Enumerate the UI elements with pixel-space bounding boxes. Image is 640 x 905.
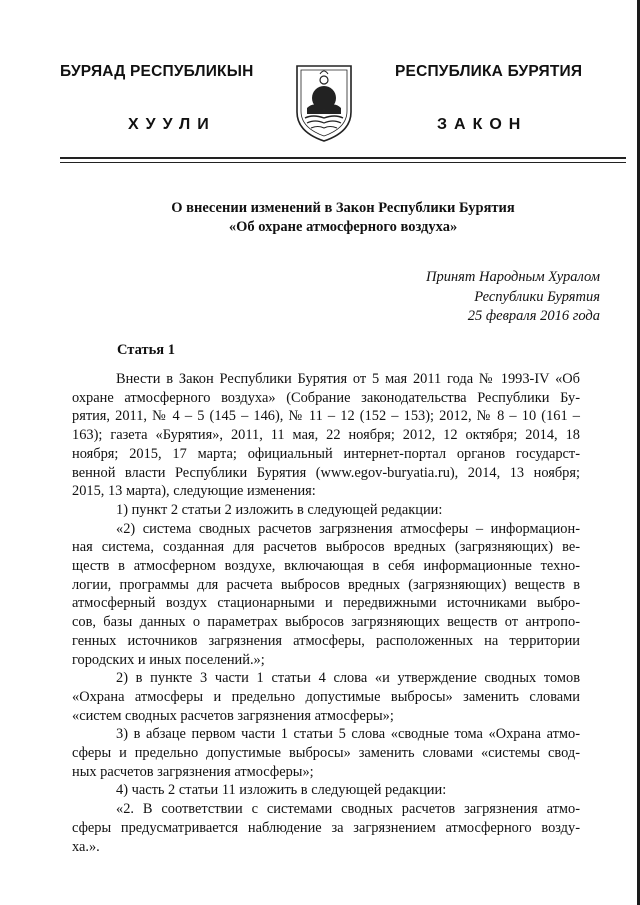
body-line: ществ в атмосферном воздухе, включающая в себя информационные техно-	[72, 558, 580, 575]
header-right-bottom: ЗАКОН	[437, 116, 528, 133]
body-line: охране атмосферного воздуха» (Собрание законодательства Республики Бу-	[72, 389, 580, 406]
adopted-line3: 25 февраля 2016 года	[467, 308, 600, 324]
header-left-bottom: ХУУЛИ	[128, 116, 216, 133]
article-body	[72, 370, 580, 856]
body-line: 3) в абзаце первом части 1 статьи 5 слова «сводные тома «Охрана атмо-	[116, 726, 580, 743]
body-line: сов, базы данных о параметрах выбросов загрязняющих веществ от антропо-	[72, 614, 580, 631]
article-heading: Статья 1	[117, 342, 175, 358]
body-line: ха.».	[72, 838, 100, 855]
body-line: «Охрана атмосферы и предельно допустимые выбросы» заменить словами	[72, 688, 580, 705]
body-line: ная система, созданная для расчетов выбросов вредных (загрязняющих) ве-	[72, 539, 580, 556]
body-line: венной власти Республики Бурятия (www.egov-buryatia.ru), 2014, 13 ноября;	[72, 464, 580, 481]
body-line: генных источников загрязнения атмосферы, расположенных на территории	[72, 632, 580, 649]
body-line: логии, программы для расчета выбросов вредных (загрязняющих) веществ в	[72, 576, 580, 593]
body-line: сферы предусматривается наблюдение за загрязнением атмосферного возду-	[72, 819, 580, 836]
header-right-top: РЕСПУБЛИКА БУРЯТИЯ	[395, 63, 583, 80]
body-line: ных расчетов загрязнения атмосферы»;	[72, 763, 314, 780]
header-rule-thick	[60, 157, 626, 159]
body-line: 2) в пункте 3 части 1 статьи 4 слова «и утверждение сводных томов	[116, 670, 580, 687]
body-line: «систем сводных расчетов загрязнения атмосферы»;	[72, 707, 394, 724]
body-line: 1) пункт 2 статьи 2 изложить в следующей редакции:	[116, 501, 443, 518]
adopted-line1: Принят Народным Хуралом	[425, 269, 600, 285]
law-title-line1: О внесении изменений в Закон Республики Бурятия	[171, 200, 515, 216]
coat-of-arms-emblem-icon	[293, 60, 355, 144]
adopted-line2: Республики Бурятия	[474, 288, 600, 305]
body-line: 2015, 13 марта), следующие изменения:	[72, 483, 316, 500]
body-line: ноября; 2015, 17 марта; официальный интернет-портал органов государст-	[72, 445, 580, 462]
header-rule-thin	[60, 162, 626, 163]
body-line: сферы и предельно допустимые выбросы» заменить словами «системы свод-	[72, 745, 580, 762]
body-line: Внести в Закон Республики Бурятия от 5 мая 2011 года № 1993-IV «Об	[116, 371, 580, 387]
body-line: 4) часть 2 статьи 11 изложить в следующей редакции:	[116, 782, 447, 799]
body-line: 163); газета «Бурятия», 2011, 11 мая, 22 ноября; 2012, 12 октября; 2014, 18	[72, 427, 580, 444]
adopted-block	[426, 268, 600, 327]
body-line: городских и иных поселений.»;	[72, 651, 265, 668]
header-left-top: БУРЯАД РЕСПУБЛИКЫН	[60, 63, 254, 80]
law-title-line2: «Об охране атмосферного воздуха»	[228, 219, 458, 235]
body-line: «2. В соответствии с системами сводных расчетов загрязнения атмо-	[116, 801, 580, 818]
body-line: атмосферный воздух стационарными и передвижными источниками выбро-	[72, 595, 580, 612]
body-line: «2) система сводных расчетов загрязнения атмосферы – информацион-	[116, 520, 580, 537]
body-line: рятия, 2011, № 4 – 5 (145 – 146), № 11 – 12 (152 – 153); 2012, № 8 – 10 (161 –	[72, 408, 580, 425]
